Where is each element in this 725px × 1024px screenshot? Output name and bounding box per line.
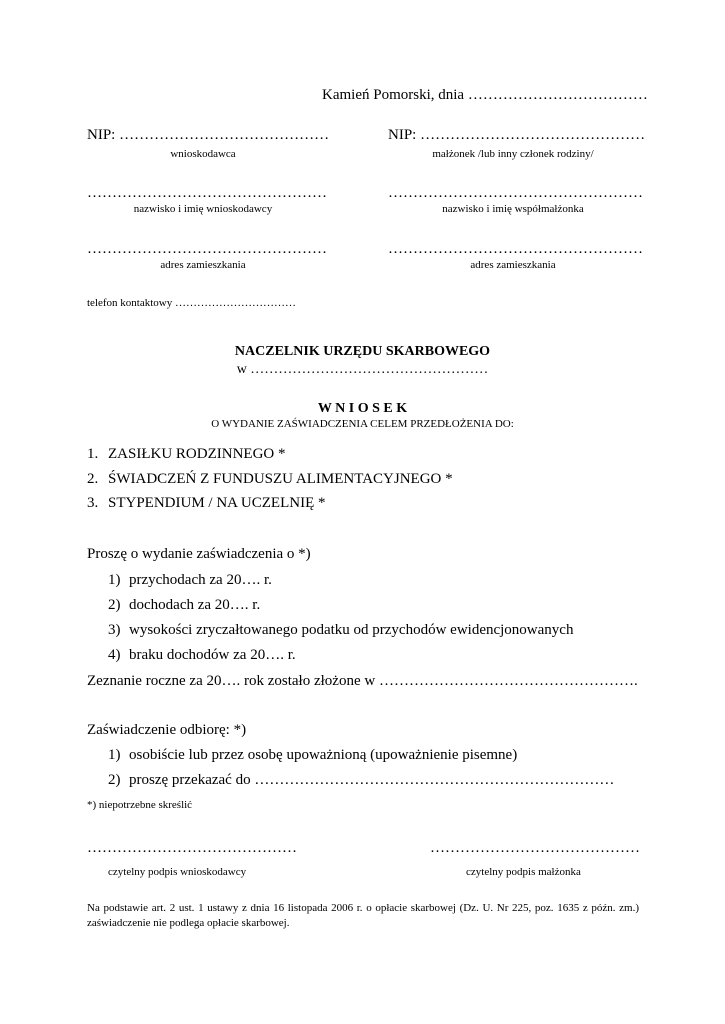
spouse-address-field[interactable]: …………………………………………… xyxy=(388,241,643,257)
option-number: 4) xyxy=(108,647,121,663)
applicant-signature-line[interactable]: …………………………………… xyxy=(87,840,297,856)
applicant-nip-caption: wnioskodawca xyxy=(170,148,236,160)
option-number: 2) xyxy=(108,597,121,613)
addressee-title: NACZELNIK URZĘDU SKARBOWEGO xyxy=(234,344,491,359)
spouse-name-field[interactable]: …………………………………………… xyxy=(388,185,643,201)
purpose-item-family-allowance[interactable]: ZASIŁKU RODZINNEGO * xyxy=(108,446,286,462)
applicant-signature-caption: czytelny podpis wnioskodawcy xyxy=(108,866,247,878)
spouse-name-caption: nazwisko i imię współmałżonka xyxy=(442,203,584,215)
option-number: 1) xyxy=(108,572,121,588)
purpose-number: 1. xyxy=(87,446,99,462)
purpose-number: 2. xyxy=(87,471,99,487)
phone-field[interactable]: telefon kontaktowy …………………………… xyxy=(87,297,296,309)
spouse-nip-field[interactable]: NIP: ……………………………………… xyxy=(388,127,646,143)
request-title: W N I O S E K xyxy=(317,401,408,416)
certificate-option-flat-rate-tax[interactable]: wysokości zryczałtowanego podatku od przychodów ewidencjonowanych xyxy=(129,622,574,638)
option-number: 1) xyxy=(108,747,121,763)
certificate-intro: Proszę o wydanie zaświadczenia o *) xyxy=(87,546,311,562)
purpose-number: 3. xyxy=(87,495,99,511)
purpose-item-scholarship[interactable]: STYPENDIUM / NA UCZELNIĘ * xyxy=(108,495,326,511)
certificate-option-revenue[interactable]: przychodach za 20…. r. xyxy=(129,572,272,588)
option-number: 3) xyxy=(108,622,121,638)
purpose-item-alimony-fund[interactable]: ŚWIADCZEŃ Z FUNDUSZU ALIMENTACYJNEGO * xyxy=(108,471,453,487)
spouse-signature-caption: czytelny podpis małżonka xyxy=(466,866,581,878)
tax-return-line[interactable]: Zeznanie roczne za 20…. rok zostało złożone w ……………………………………………. xyxy=(87,673,638,689)
applicant-nip-field[interactable]: NIP: …………………………………… xyxy=(87,127,330,143)
request-subtitle: O WYDANIE ZAŚWIADCZENIA CELEM PRZEDŁOŻENIA DO: xyxy=(211,418,514,430)
applicant-address-caption: adres zamieszkania xyxy=(160,259,246,271)
tax-office-location-field[interactable]: w …………………………………………… xyxy=(236,362,489,377)
spouse-address-caption: adres zamieszkania xyxy=(470,259,556,271)
applicant-name-field[interactable]: ………………………………………… xyxy=(87,185,327,201)
option-number: 2) xyxy=(108,772,121,788)
applicant-name-caption: nazwisko i imię wnioskodawcy xyxy=(133,203,273,215)
spouse-nip-caption: małżonek /lub inny członek rodziny/ xyxy=(432,148,594,160)
certificate-option-no-income[interactable]: braku dochodów za 20…. r. xyxy=(129,647,296,663)
legal-note: Na podstawie art. 2 ust. 1 ustawy z dnia 16 listopada 2006 r. o opłacie skarbowej (Dz. U. Nr 225, poz. 1635 z późn. zm.) zaświadczenie nie podlega opłacie skarbowej. xyxy=(87,902,639,929)
spouse-signature-line[interactable]: …………………………………… xyxy=(430,840,640,856)
pickup-intro: Zaświadczenie odbiorę: *) xyxy=(87,722,247,738)
certificate-option-income[interactable]: dochodach za 20…. r. xyxy=(129,597,261,613)
strike-out-note: *) niepotrzebne skreślić xyxy=(87,799,193,811)
pickup-option-forward[interactable]: proszę przekazać do ……………………………………………………………… xyxy=(129,772,615,788)
place-date-line[interactable]: Kamień Pomorski, dnia ……………………………… xyxy=(322,87,648,103)
pickup-option-in-person[interactable]: osobiście lub przez osobę upoważnioną (upoważnienie pisemne) xyxy=(129,747,518,763)
applicant-address-field[interactable]: ………………………………………… xyxy=(87,241,327,257)
